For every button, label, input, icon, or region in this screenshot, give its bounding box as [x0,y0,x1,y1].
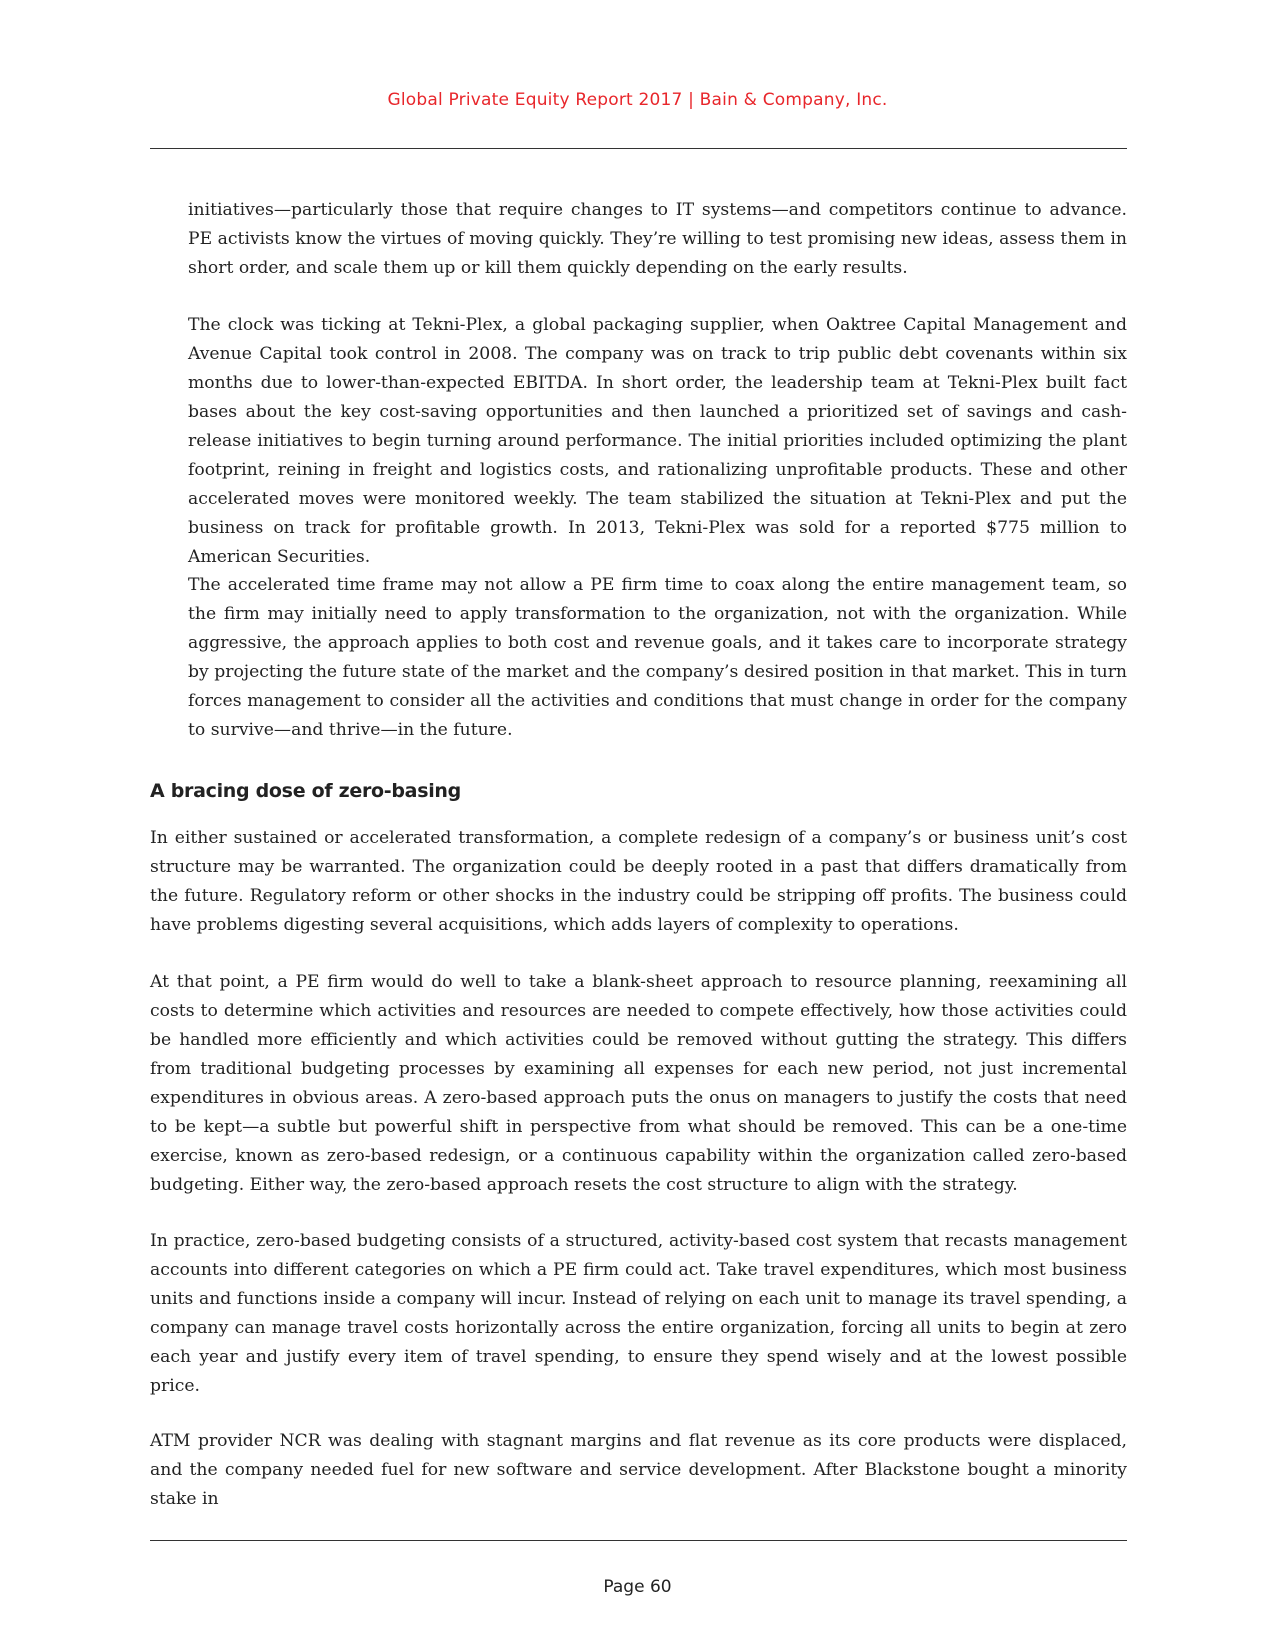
section-heading: A bracing dose of zero-basing [150,780,461,802]
body-paragraph: In practice, zero-based budgeting consists of a structured, activity-based cost system that recasts management accounts into different categories on which a PE firm could act. Take travel expenditures, which most business units and functions inside a company will incur. Instead of relying on each unit to manage its travel spending, a company can manage travel costs horizontally across the entire organization, forcing all units to begin at zero each year and justify every item of travel spending, to ensure they spend wisely and at the lowest possible price. [150,1231,1127,1396]
body-paragraph: The accelerated time frame may not allow a PE firm time to coax along the entire management team, so the firm may initially need to apply transformation to the organization, not with the organization. While aggressive, the approach applies to both cost and revenue goals, and it takes care to incorporate strategy by projecting the future state of the market and the company’s desired position in that market. This in turn forces management to consider all the activities and conditions that must change in order for the company to survive—and thrive—in the future. [188,575,1127,740]
body-paragraph: In either sustained or accelerated transformation, a complete redesign of a company’s or business unit’s cost structure may be warranted. The organization could be deeply rooted in a past that differs dramatically from the future. Regulatory reform or other shocks in the industry could be stripping off profits. The business could have problems digesting several acquisitions, which adds layers of complexity to operations. [150,828,1127,935]
footer-divider [150,1540,1127,1541]
running-header: Global Private Equity Report 2017 | Bain & Company, Inc. [387,90,888,110]
body-paragraph: ATM provider NCR was dealing with stagnant margins and flat revenue as its core products were displaced, and the company needed fuel for new software and service development. After Blackstone bought a minority stake in [150,1431,1127,1509]
body-paragraph: initiatives—particularly those that require changes to IT systems—and competitors continue to advance. PE activists know the virtues of moving quickly. They’re willing to test promising new ideas, assess them in short order, and scale them up or kill them quickly depending on the early results. [188,200,1127,278]
body-paragraph: At that point, a PE firm would do well to take a blank-sheet approach to resource planning, reexamining all costs to determine which activities and resources are needed to compete effectively, how those activities could be handled more efficiently and which activities could be removed without gutting the strategy. This differs from traditional budgeting processes by examining all expenses for each new period, not just incremental expenditures in obvious areas. A zero-based approach puts the onus on managers to justify the costs that need to be kept—a subtle but powerful shift in perspective from what should be removed. This can be a one-time exercise, known as zero-based redesign, or a continuous capability within the organization called zero-based budgeting. Either way, the zero-based approach resets the cost structure to align with the strategy. [150,972,1127,1195]
page-number: Page 60 [603,1577,672,1597]
body-paragraph: The clock was ticking at Tekni-Plex, a global packaging supplier, when Oaktree Capital Management and Avenue Capital took control in 2008. The company was on track to trip public debt covenants within six months due to lower-than-expected EBITDA. In short order, the leadership team at Tekni-Plex built fact bases about the key cost-saving opportunities and then launched a prioritized set of savings and cash-release initiatives to begin turning around performance. The initial priorities included optimizing the plant footprint, reining in freight and logistics costs, and rationalizing unprofitable products. These and other accelerated moves were monitored weekly. The team stabilized the situation at Tekni-Plex and put the business on track for profitable growth. In 2013, Tekni-Plex was sold for a reported $775 million to American Securities. [188,315,1127,567]
header-divider [150,148,1127,149]
